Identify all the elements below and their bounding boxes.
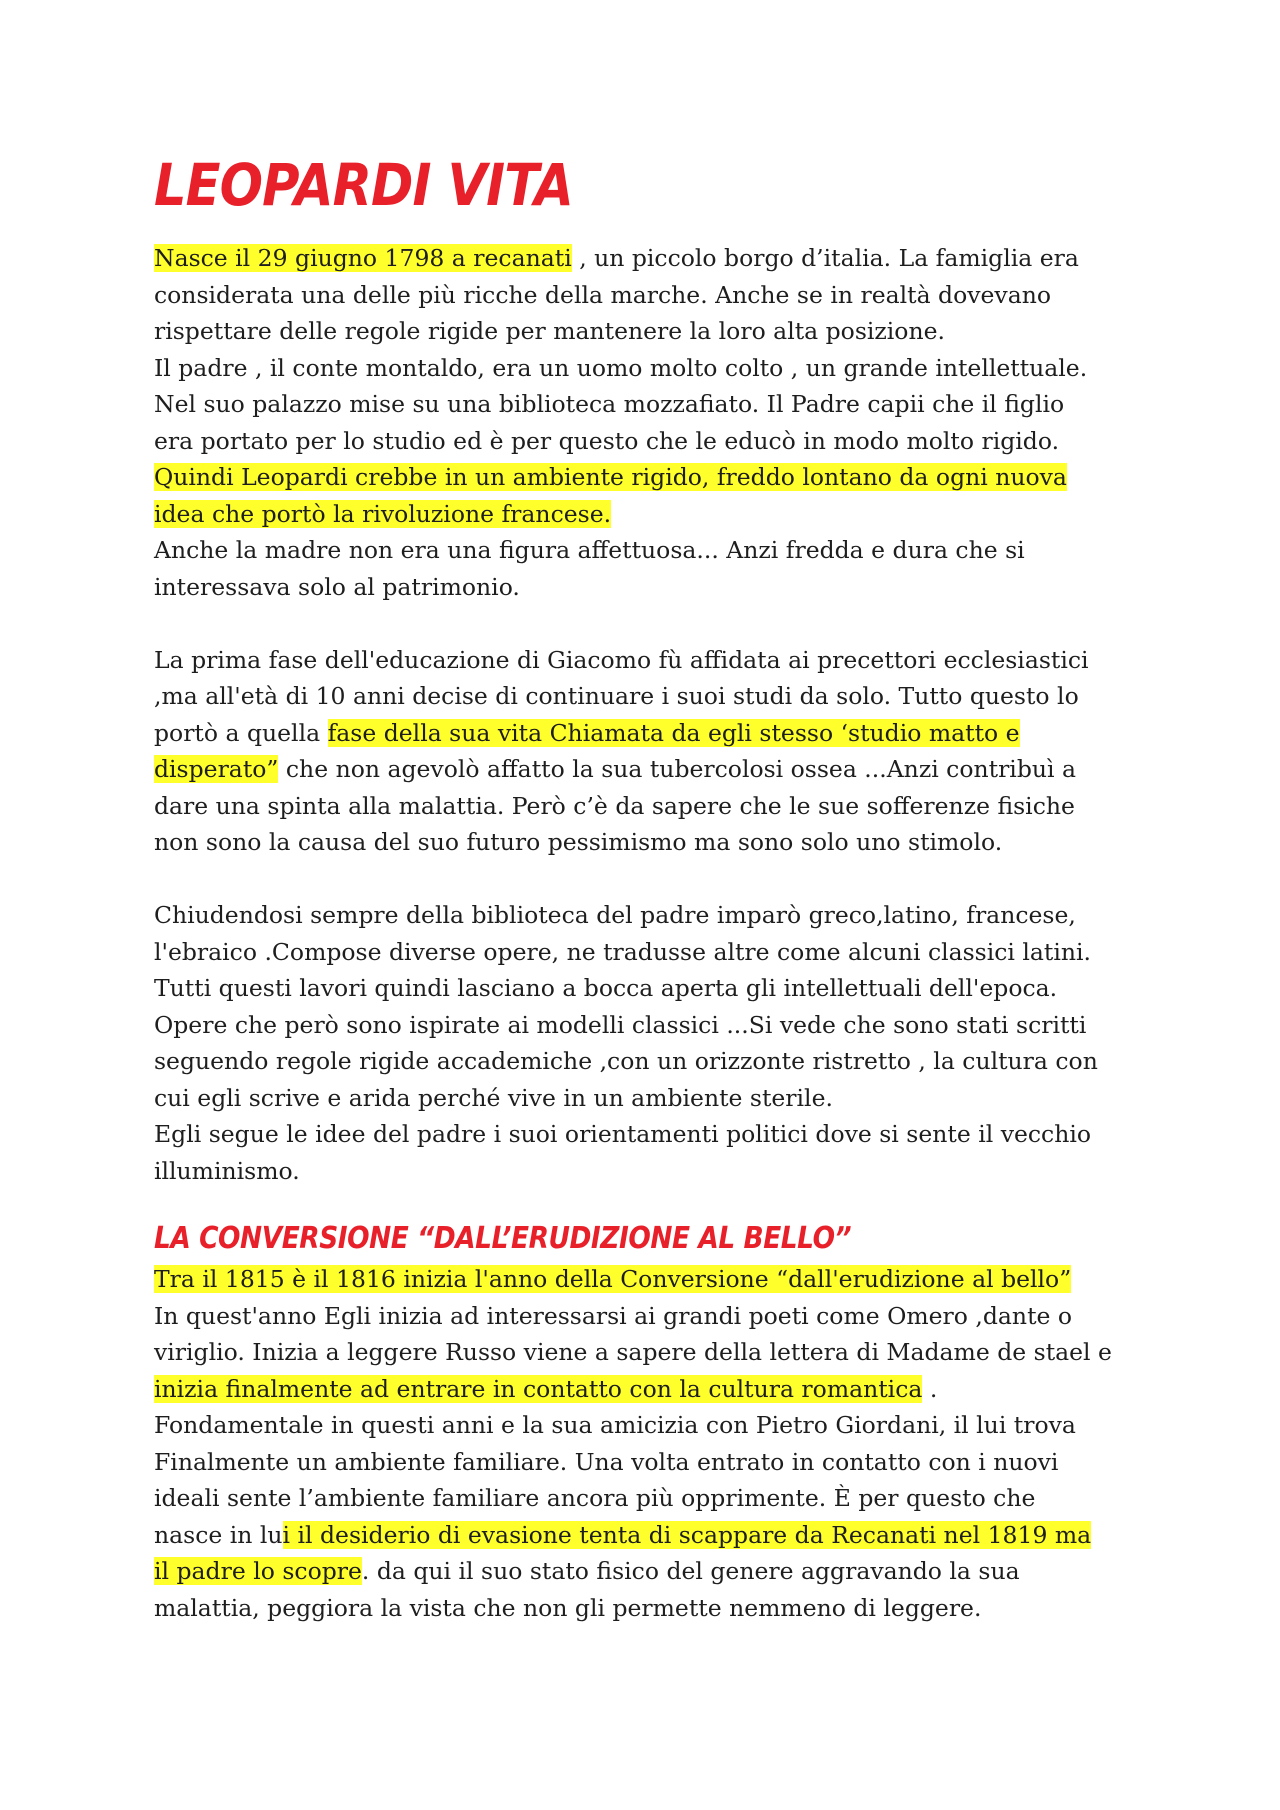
text-span: che non agevolò affatto la sua tubercolosi ossea ...Anzi contribuì a xyxy=(278,755,1076,783)
text-line: considerata una delle più ricche della marche. Anche se in realtà dovevano xyxy=(154,280,1052,309)
page-title: LEOPARDI VITA xyxy=(154,151,573,219)
text-line: Opere che però sono ispirate ai modelli classici ...Si vede che sono stati scritti xyxy=(154,1010,1087,1039)
paragraph-birth-family xyxy=(154,240,1154,605)
text-line xyxy=(154,459,1154,496)
text-line: La prima fase dell'educazione di Giacomo fù affidata ai precettori ecclesiastici xyxy=(154,645,1089,674)
text-line xyxy=(154,715,1154,752)
text-line: ,ma all'età di 10 anni decise di continuare i suoi studi da solo. Tutto questo lo xyxy=(154,682,1079,710)
text-line: In quest'anno Egli inizia ad interessarsi ai grandi poeti come Omero ,dante o xyxy=(154,1301,1073,1330)
text-line: Nel suo palazzo mise su una biblioteca mozzafiato. Il Padre capii che il figlio xyxy=(154,390,1065,418)
text-span: nasce in lu xyxy=(154,1520,283,1549)
text-span: portò a quella xyxy=(154,718,328,747)
text-line: Chiudendosi sempre della biblioteca del padre imparò greco,latino, francese, xyxy=(154,901,1076,929)
paragraph-library-studies xyxy=(154,897,1154,1189)
text-line xyxy=(154,1553,1154,1590)
text-line xyxy=(154,1261,1154,1298)
highlighted-text: i il desiderio di evasione tenta di scappare da Recanati nel 1819 ma xyxy=(282,1520,1092,1549)
highlighted-text: inizia finalmente ad entrare in contatto con la cultura romantica xyxy=(154,1374,923,1403)
highlighted-text: il padre lo scopre xyxy=(154,1557,362,1585)
text-line: illuminismo. xyxy=(154,1156,300,1185)
text-line xyxy=(154,1517,1154,1554)
text-line: ideali sente l’ambiente familiare ancora più opprimente. È per questo che xyxy=(154,1484,1036,1512)
section-heading: LA CONVERSIONE “DALL’ERUDIZIONE AL BELLO” xyxy=(154,1221,852,1256)
text-line: viriglio. Inizia a leggere Russo viene a sapere della lettera di Madame de stael e xyxy=(154,1338,1112,1366)
paragraph-education xyxy=(154,642,1154,861)
highlighted-text: Nasce il 29 giugno 1798 a recanati xyxy=(154,244,572,272)
text-line: dare una spinta alla malattia. Però c’è da sapere che le sue sofferenze fisiche xyxy=(154,791,1075,820)
document-page xyxy=(154,150,1154,1626)
highlighted-text: idea che portò la rivoluzione francese. xyxy=(154,499,612,528)
text-line xyxy=(154,496,1154,533)
text-line: Tutti questi lavori quindi lasciano a bocca aperta gli intellettuali dell'epoca. xyxy=(154,974,1058,1002)
text-span: . xyxy=(922,1374,938,1403)
paragraph-gap xyxy=(154,861,1154,898)
text-line: Egli segue le idee del padre i suoi orientamenti politici dove si sente il vecchio xyxy=(154,1120,1092,1148)
text-line: Finalmente un ambiente familiare. Una volta entrato in contatto con i nuovi xyxy=(154,1447,1059,1476)
text-line: cui egli scrive e arida perché vive in un ambiente sterile. xyxy=(154,1083,833,1112)
text-line xyxy=(154,1371,1154,1408)
text-line: non sono la causa del suo futuro pessimismo ma sono solo uno stimolo. xyxy=(154,828,1003,856)
highlighted-text: fase della sua vita Chiamata da egli stesso ‘studio matto e xyxy=(327,718,1020,747)
text-line xyxy=(154,751,1154,788)
text-line xyxy=(154,240,1154,277)
text-line: Il padre , il conte montaldo, era un uomo molto colto , un grande intellettuale. xyxy=(154,353,1088,382)
paragraph-gap xyxy=(154,605,1154,642)
highlighted-text: disperato” xyxy=(154,755,279,783)
text-line: rispettare delle regole rigide per mantenere la loro alta posizione. xyxy=(154,317,945,345)
text-line: Anche la madre non era una figura affettuosa... Anzi fredda e dura che si xyxy=(154,536,1025,564)
text-line: l'ebraico .Compose diverse opere, ne tradusse altre come alcuni classici latini. xyxy=(154,937,1092,966)
highlighted-text: Quindi Leopardi crebbe in un ambiente rigido, freddo lontano da ogni nuova xyxy=(154,463,1067,491)
text-line: era portato per lo studio ed è per questo che le educò in modo molto rigido. xyxy=(154,426,1060,455)
text-line: malattia, peggiora la vista che non gli permette nemmeno di leggere. xyxy=(154,1593,982,1622)
text-line: seguendo regole rigide accademiche ,con un orizzonte ristretto , la cultura con xyxy=(154,1047,1098,1075)
text-span: . da qui il suo stato fisico del genere aggravando la sua xyxy=(361,1557,1020,1585)
text-line: interessava solo al patrimonio. xyxy=(154,572,520,601)
section-gap xyxy=(154,1189,1154,1219)
text-line: Fondamentale in questi anni e la sua amicizia con Pietro Giordani, il lui trova xyxy=(154,1411,1076,1439)
paragraph-conversion xyxy=(154,1261,1154,1626)
highlighted-text: Tra il 1815 è il 1816 inizia l'anno della Conversione “dall'erudizione al bello” xyxy=(154,1265,1072,1293)
text-span: , un piccolo borgo d’italia. La famiglia era xyxy=(571,244,1079,272)
